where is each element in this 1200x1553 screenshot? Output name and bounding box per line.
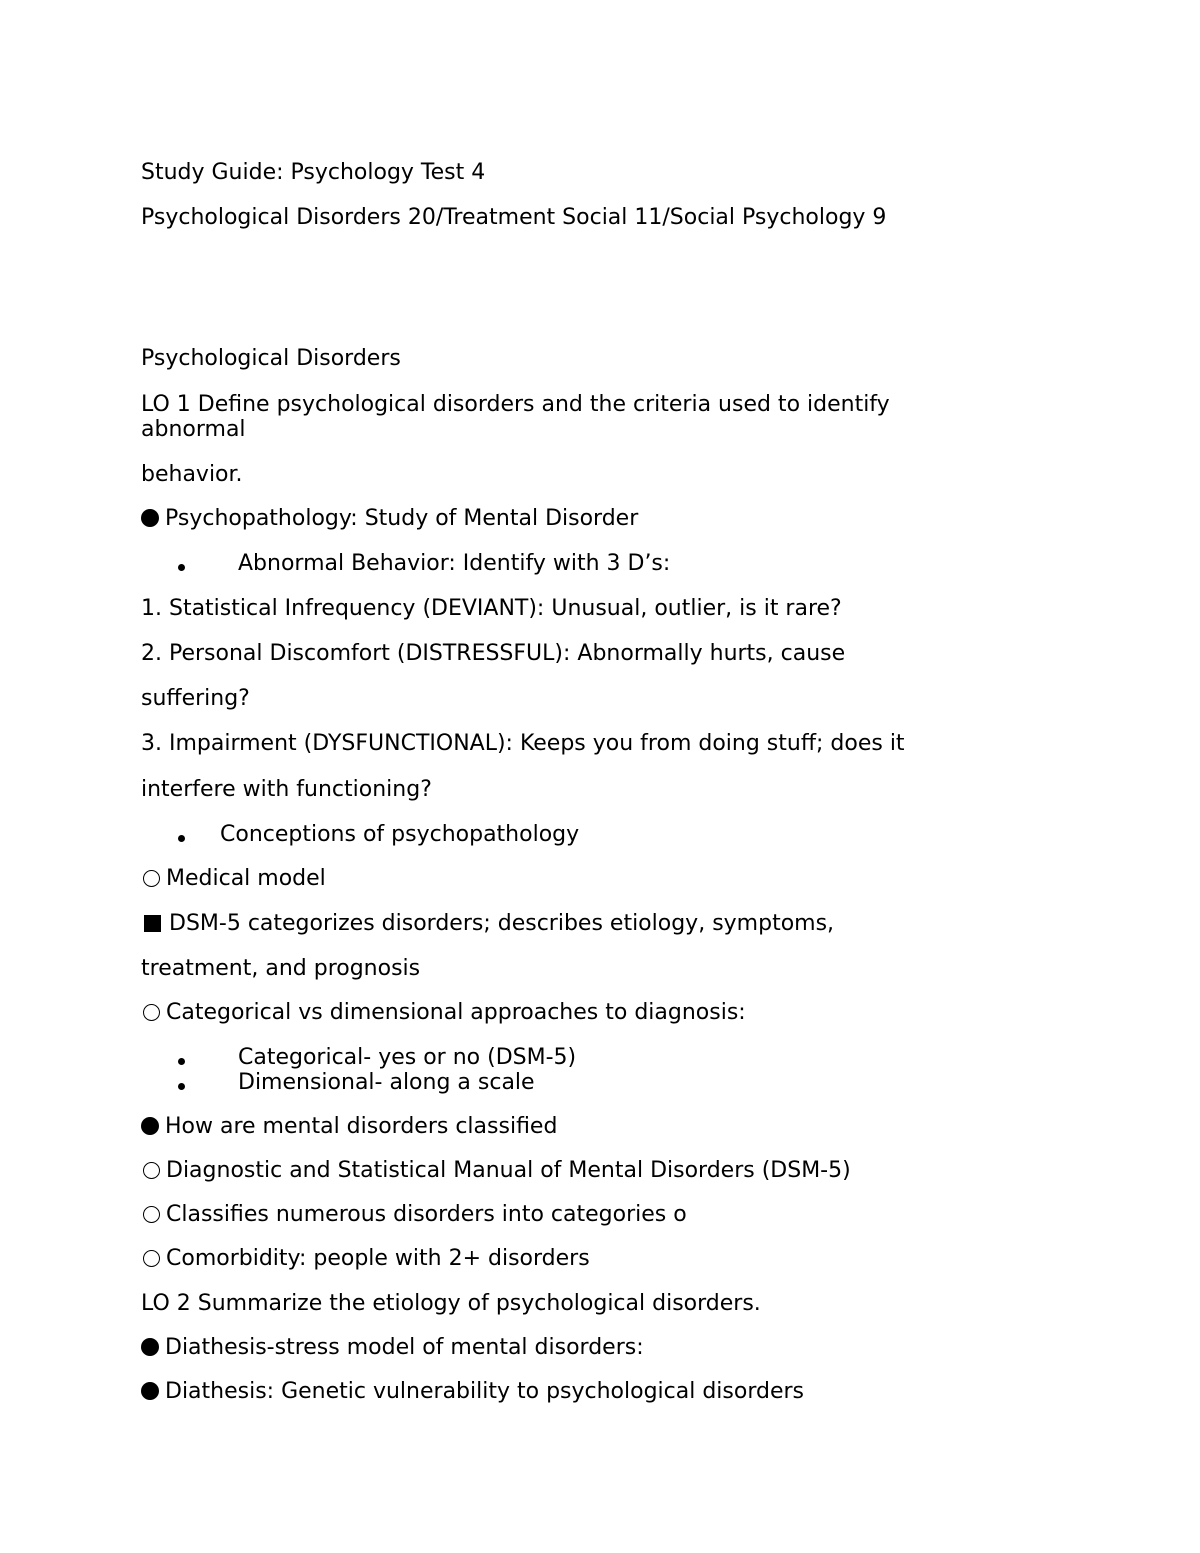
how-classified-item bbox=[141, 1114, 557, 1140]
lo1-text-line1-wrap bbox=[141, 417, 246, 443]
lo1-text-line2: behavior. bbox=[141, 462, 243, 487]
psychopathology-item bbox=[141, 506, 638, 532]
classifies-text: Classifies numerous disorders into categories o bbox=[166, 1202, 687, 1227]
small-bullet-icon bbox=[178, 564, 185, 571]
dsm-text: DSM-5 categorizes disorders; describes etiology, symptoms, bbox=[169, 911, 835, 936]
diathesis-stress-text: Diathesis-stress model of mental disorders: bbox=[165, 1335, 644, 1360]
dsm-item-line1 bbox=[141, 911, 834, 937]
cat-vs-dim-text: Categorical vs dimensional approaches to diagnosis: bbox=[166, 1000, 746, 1025]
psychopathology-text: Psychopathology: Study of Mental Disorder bbox=[165, 506, 639, 531]
square-bullet-icon bbox=[144, 915, 161, 932]
hollow-bullet-icon bbox=[143, 1250, 160, 1267]
diathesis-text: Diathesis: Genetic vulnerability to psychological disorders bbox=[165, 1379, 805, 1404]
comorbidity-text: Comorbidity: people with 2+ disorders bbox=[166, 1246, 590, 1271]
list-item-3-line1: 3. Impairment (DYSFUNCTIONAL): Keeps you from doing stuff; does it bbox=[141, 731, 905, 756]
how-classified-text: How are mental disorders classified bbox=[165, 1114, 558, 1139]
cat-vs-dim-item bbox=[141, 1000, 746, 1026]
comorbidity-item bbox=[141, 1246, 590, 1272]
small-bullet-icon bbox=[178, 835, 185, 842]
hollow-bullet-icon bbox=[143, 1162, 160, 1179]
small-bullet-icon bbox=[178, 1083, 185, 1090]
lo1-text-line1: LO 1 Define psychological disorders and the criteria used to identify bbox=[141, 392, 890, 417]
list-item-3-line2: interfere with functioning? bbox=[141, 777, 432, 802]
lo1-wrap-word: abnormal bbox=[141, 417, 246, 442]
document-title: Study Guide: Psychology Test 4 bbox=[141, 160, 486, 185]
dimensional-item: Dimensional- along a scale bbox=[238, 1070, 535, 1095]
dsm-manual-item bbox=[141, 1158, 851, 1184]
list-item-2-line1: 2. Personal Discomfort (DISTRESSFUL): Abnormally hurts, cause bbox=[141, 641, 846, 666]
categorical-item: Categorical- yes or no (DSM-5) bbox=[238, 1045, 577, 1070]
diathesis-item bbox=[141, 1379, 804, 1405]
hollow-bullet-icon bbox=[143, 870, 160, 887]
list-item-2-line2: suffering? bbox=[141, 686, 250, 711]
conceptions-item: Conceptions of psychopathology bbox=[220, 822, 580, 847]
medical-model-item bbox=[141, 866, 326, 892]
hollow-bullet-icon bbox=[143, 1004, 160, 1021]
section-heading: Psychological Disorders bbox=[141, 346, 401, 371]
filled-bullet-icon bbox=[141, 509, 159, 527]
dsm-manual-text: Diagnostic and Statistical Manual of Mental Disorders (DSM-5) bbox=[166, 1158, 851, 1183]
small-bullet-icon bbox=[178, 1058, 185, 1065]
filled-bullet-icon bbox=[141, 1338, 159, 1356]
medical-model-text: Medical model bbox=[166, 866, 326, 891]
lo2-text: LO 2 Summarize the etiology of psychological disorders. bbox=[141, 1291, 761, 1316]
dsm-item-line2: treatment, and prognosis bbox=[141, 956, 421, 981]
hollow-bullet-icon bbox=[143, 1206, 160, 1223]
abnormal-behavior-item: Abnormal Behavior: Identify with 3 D’s: bbox=[238, 551, 671, 576]
filled-bullet-icon bbox=[141, 1117, 159, 1135]
document-subtitle: Psychological Disorders 20/Treatment Social 11/Social Psychology 9 bbox=[141, 205, 887, 230]
list-item-1: 1. Statistical Infrequency (DEVIANT): Unusual, outlier, is it rare? bbox=[141, 596, 842, 621]
diathesis-stress-item bbox=[141, 1335, 644, 1361]
classifies-item bbox=[141, 1202, 687, 1228]
filled-bullet-icon bbox=[141, 1382, 159, 1400]
